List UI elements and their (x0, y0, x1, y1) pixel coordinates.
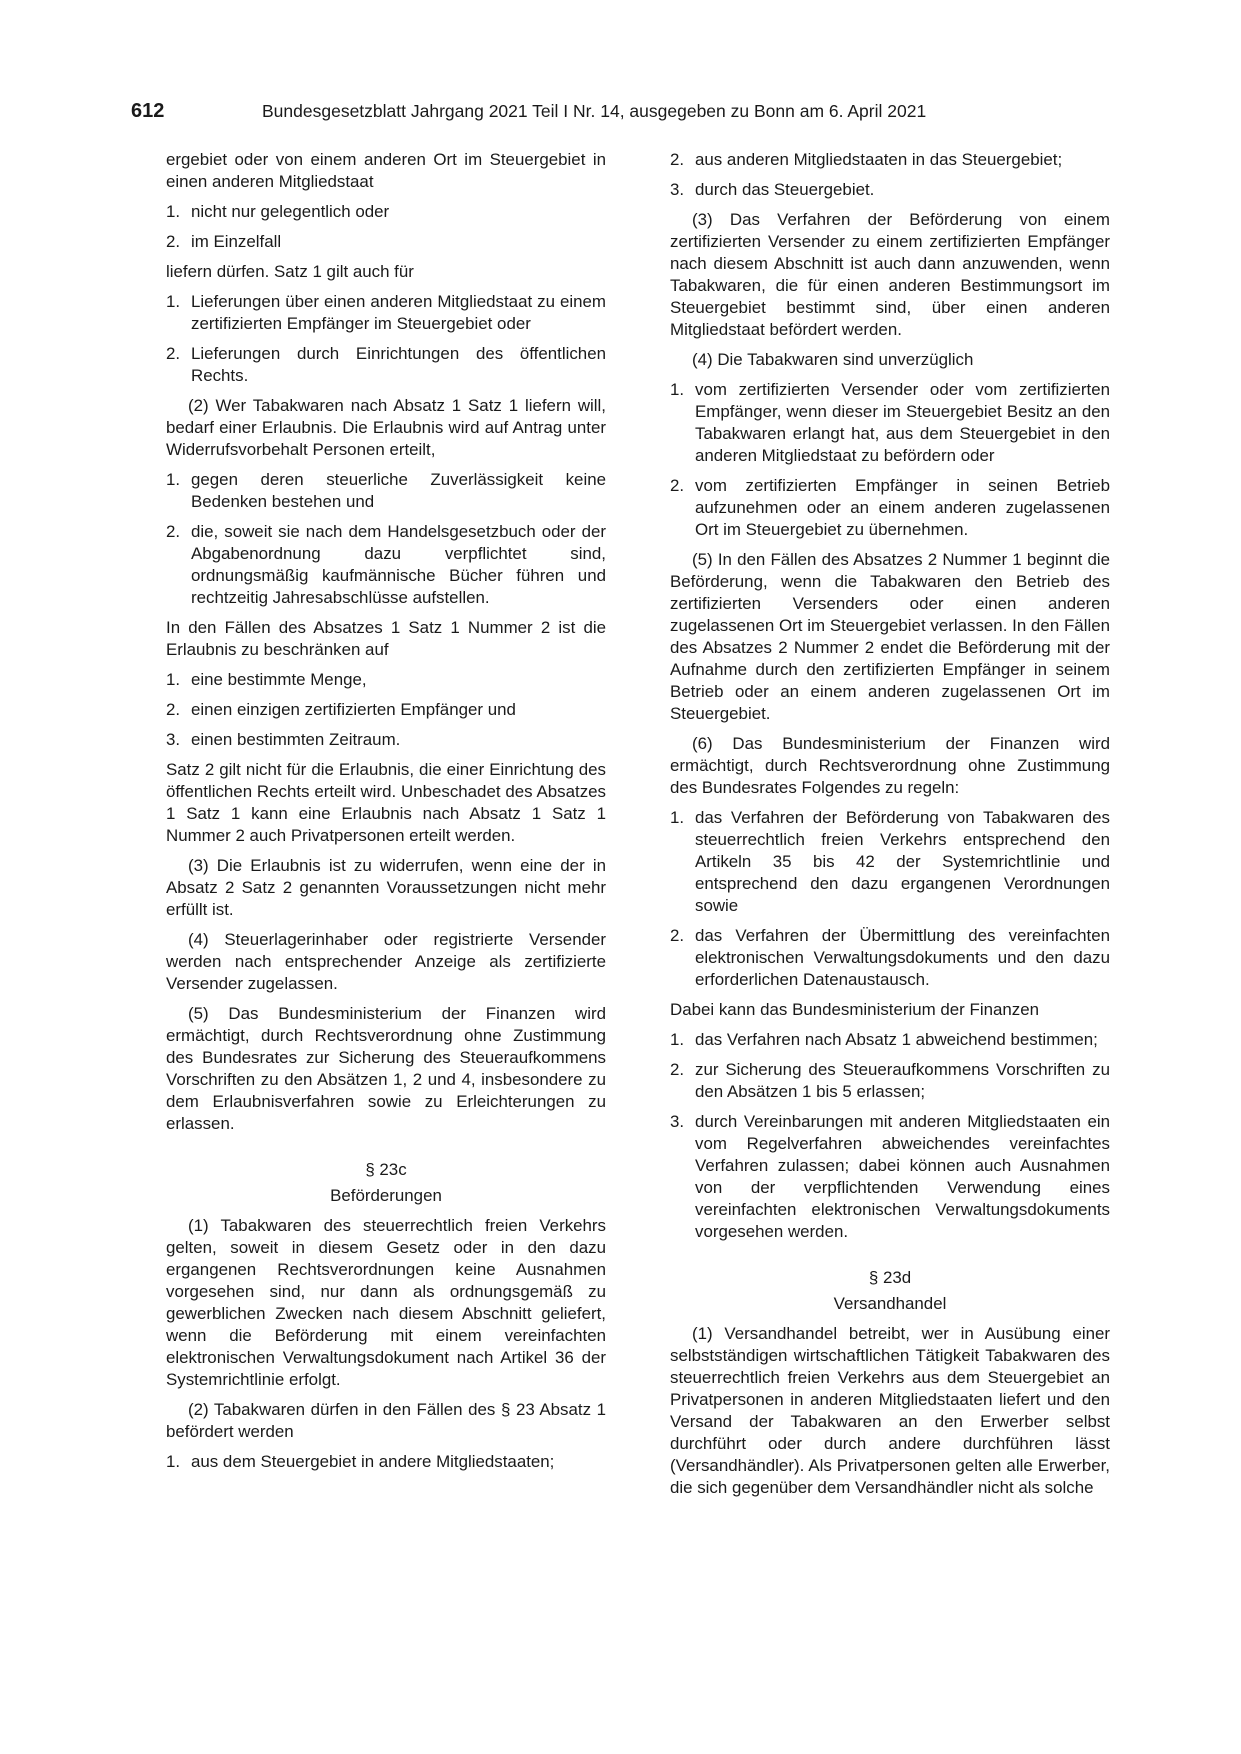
list-item-text: eine bestimmte Menge, (191, 670, 367, 689)
paragraph: (4) Steuerlagerinhaber oder registrierte Versender werden nach entsprechender Anzeige als zertifizierte Versender zugelassen. (166, 930, 606, 993)
list (166, 1451, 606, 1473)
list-item (166, 699, 606, 721)
list-item-text: gegen deren steuerliche Zuverlässigkeit keine Bedenken bestehen und (191, 470, 606, 511)
list-item (670, 1029, 1110, 1051)
list-item-number: 3. (166, 730, 181, 749)
section-number: § 23d (868, 1268, 912, 1287)
right-column (670, 149, 1110, 1507)
list-item-text: einen bestimmten Zeitraum. (191, 730, 401, 749)
list-item-number: 1. (166, 470, 181, 489)
list-item-text: vom zertifizierten Empfänger in seinen Betrieb aufzunehmen oder an einem anderen zugelassenen Ort im Steuergebiet zu übernehmen. (695, 476, 1110, 539)
paragraph: (2) Wer Tabakwaren nach Absatz 1 Satz 1 liefern will, bedarf einer Erlaubnis. Die Erlaubnis wird auf Antrag unter Widerrufsvorbehalt Personen erteilt, (166, 396, 606, 459)
paragraph: (3) Die Erlaubnis ist zu widerrufen, wenn eine der in Absatz 2 Satz 2 genannten Voraussetzungen nicht mehr erfüllt ist. (166, 856, 606, 919)
list-item-number: 1. (670, 1030, 685, 1049)
list-item (166, 231, 606, 253)
running-head: Bundesgesetzblatt Jahrgang 2021 Teil I Nr. 14, ausgegeben zu Bonn am 6. April 2021 (262, 101, 927, 121)
paragraph: (1) Versandhandel betreibt, wer in Ausübung einer selbstständigen wirtschaftlichen Tätigkeit Tabakwaren des steuerrechtlich freien Verkehrs aus dem Steuergebiet an Privatpersonen in anderen Mitgliedstaaten liefert und den Versand der Tabakwaren an den Erwerber selbst durchführt oder durch andere durchführen lässt (Versandhändler). Als Privatpersonen gelten alle Erwerber, die sich gegenüber dem Versandhändler nicht als solche (670, 1324, 1110, 1497)
list-item-number: 1. (166, 202, 181, 221)
section-number: § 23c (365, 1160, 407, 1179)
left-column (166, 149, 606, 1481)
list-item-text: durch das Steuergebiet. (695, 180, 875, 199)
paragraph: (6) Das Bundesministerium der Finanzen wird ermächtigt, durch Rechtsverordnung ohne Zustimmung des Bundesrates Folgendes zu regeln: (670, 734, 1110, 797)
list-item-number: 2. (670, 150, 685, 169)
list-item-number: 2. (670, 476, 685, 495)
paragraph: Dabei kann das Bundesministerium der Finanzen (670, 1000, 1039, 1019)
list-item-number: 1. (670, 808, 685, 827)
list-item (166, 521, 606, 609)
list-item-text: im Einzelfall (191, 232, 282, 251)
list-item-number: 3. (670, 1112, 685, 1131)
list-item-text: einen einzigen zertifizierten Empfänger und (191, 700, 516, 719)
list-item-number: 2. (670, 926, 685, 945)
paragraph: (4) Die Tabakwaren sind unverzüglich (692, 350, 974, 369)
list-item-text: die, soweit sie nach dem Handelsgesetzbuch oder der Abgabenordnung dazu verpflichtet sind, ordnungsmäßig kaufmännische Bücher führen und rechtzeitig Jahresabschlüsse aufstellen. (191, 522, 606, 607)
paragraph: (1) Tabakwaren des steuerrechtlich freien Verkehrs gelten, soweit in diesem Gesetz oder in den dazu ergangenen Rechtsverordnungen keine Ausnahmen vorgesehen sind, nur dann als ordnungsgemäß zu gewerblichen Zwecken nach diesem Abschnitt geliefert, wenn die Beförderung mit einem vereinfachten elektronischen Verwaltungsdokument nach Artikel 36 der Systemrichtlinie erfolgt. (166, 1216, 606, 1389)
list-item-number: 2. (166, 522, 181, 541)
paragraph: Satz 2 gilt nicht für die Erlaubnis, die einer Einrichtung des öffentlichen Rechts erteilt wird. Unbeschadet des Absatzes 1 Satz 1 kann eine Erlaubnis nach Absatz 1 Satz 1 Nummer 2 auch Privatpersonen erteilt werden. (166, 760, 606, 845)
paragraph: ergebiet oder von einem anderen Ort im Steuergebiet in einen anderen Mitgliedstaat (166, 150, 606, 191)
paragraph: (5) In den Fällen des Absatzes 2 Nummer 1 beginnt die Beförderung, wenn die Tabakwaren den Betrieb des zertifizierten Versenders oder einen anderen zugelassenen Ort im Steuergebiet verlassen. In den Fällen des Absatzes 2 Nummer 2 endet die Beförderung mit der Aufnahme durch den zertifizierten Empfänger in seinem Betrieb oder an einem anderen zugelassenen Ort im Steuergebiet. (670, 550, 1110, 723)
list-item (670, 925, 1110, 991)
list-item (166, 201, 606, 223)
list (670, 379, 1110, 541)
list-item-text: das Verfahren der Übermittlung des vereinfachten elektronischen Verwaltungsdokuments und den dazu erforderlichen Datenaustausch. (695, 926, 1110, 989)
list-item (166, 1451, 606, 1473)
list (166, 201, 606, 253)
list-item-number: 1. (166, 1452, 181, 1471)
list-item-number: 2. (166, 700, 181, 719)
paragraph: (2) Tabakwaren dürfen in den Fällen des § 23 Absatz 1 befördert werden (166, 1400, 606, 1441)
section-title: Beförderungen (330, 1186, 442, 1205)
paragraph: liefern dürfen. Satz 1 gilt auch für (166, 262, 414, 281)
list-item-number: 1. (166, 292, 181, 311)
paragraph: (3) Das Verfahren der Beförderung von einem zertifizierten Versender zu einem zertifizierten Empfänger nach diesem Abschnitt ist auch dann anzuwenden, wenn Tabakwaren, die für einen anderen Bestimmungsort im Steuergebiet bestimmt sind, über einen anderen Mitgliedstaat befördert werden. (670, 210, 1110, 339)
list-item-number: 2. (166, 232, 181, 251)
list-item-text: nicht nur gelegentlich oder (191, 202, 390, 221)
list-item-text: das Verfahren der Beförderung von Tabakwaren des steuerrechtlich freien Verkehrs entsprechend den Artikeln 35 bis 42 der Systemrichtlinie und entsprechend den dazu ergangenen Verordnungen sowie (695, 808, 1110, 915)
list-item (670, 149, 1110, 171)
list-item-text: zur Sicherung des Steueraufkommens Vorschriften zu den Absätzen 1 bis 5 erlassen; (695, 1060, 1110, 1101)
list-item-number: 2. (670, 1060, 685, 1079)
list-item (166, 291, 606, 335)
section-title: Versandhandel (833, 1294, 947, 1313)
list-item-number: 2. (166, 344, 181, 363)
list (166, 291, 606, 387)
list-item (166, 469, 606, 513)
list-item (670, 1059, 1110, 1103)
list-item-text: Lieferungen über einen anderen Mitgliedstaat zu einem zertifizierten Empfänger im Steuergebiet oder (191, 292, 606, 333)
list-item-text: Lieferungen durch Einrichtungen des öffentlichen Rechts. (191, 344, 606, 385)
list-item (670, 1111, 1110, 1243)
list-item-text: aus dem Steuergebiet in andere Mitgliedstaaten; (191, 1452, 555, 1471)
paragraph: (5) Das Bundesministerium der Finanzen wird ermächtigt, durch Rechtsverordnung ohne Zustimmung des Bundesrates zur Sicherung des Steueraufkommens Vorschriften zu den Absätzen 1, 2 und 4, insbesondere zu dem Erlaubnisverfahren sowie zu Erleichterungen zu erlassen. (166, 1004, 606, 1133)
list (670, 807, 1110, 991)
list (166, 669, 606, 751)
list (166, 469, 606, 609)
list-item-number: 1. (670, 380, 685, 399)
list (670, 1029, 1110, 1243)
list-item (166, 669, 606, 691)
list-item-text: das Verfahren nach Absatz 1 abweichend bestimmen; (695, 1030, 1098, 1049)
list (670, 149, 1110, 201)
page-number: 612 (131, 100, 165, 122)
list-item-text: aus anderen Mitgliedstaaten in das Steuergebiet; (695, 150, 1063, 169)
list-item-text: vom zertifizierten Versender oder vom zertifizierten Empfänger, wenn dieser im Steuergebiet Besitz an den Tabakwaren erlangt hat, aus dem Steuergebiet in den anderen Mitgliedstaat zu befördern oder (695, 380, 1110, 465)
list-item (166, 343, 606, 387)
list-item-number: 3. (670, 180, 685, 199)
list-item (670, 475, 1110, 541)
paragraph: In den Fällen des Absatzes 1 Satz 1 Nummer 2 ist die Erlaubnis zu beschränken auf (166, 618, 606, 659)
list-item-text: durch Vereinbarungen mit anderen Mitgliedstaaten ein vom Regelverfahren abweichendes vereinfachtes Verfahren zulassen; dabei können auch Ausnahmen von der verpflichtenden Verwendung eines vereinfachten elektronischen Verwaltungsdokuments vorgesehen werden. (695, 1112, 1110, 1241)
list-item (166, 729, 606, 751)
list-item (670, 807, 1110, 917)
list-item (670, 379, 1110, 467)
list-item (670, 179, 1110, 201)
list-item-number: 1. (166, 670, 181, 689)
